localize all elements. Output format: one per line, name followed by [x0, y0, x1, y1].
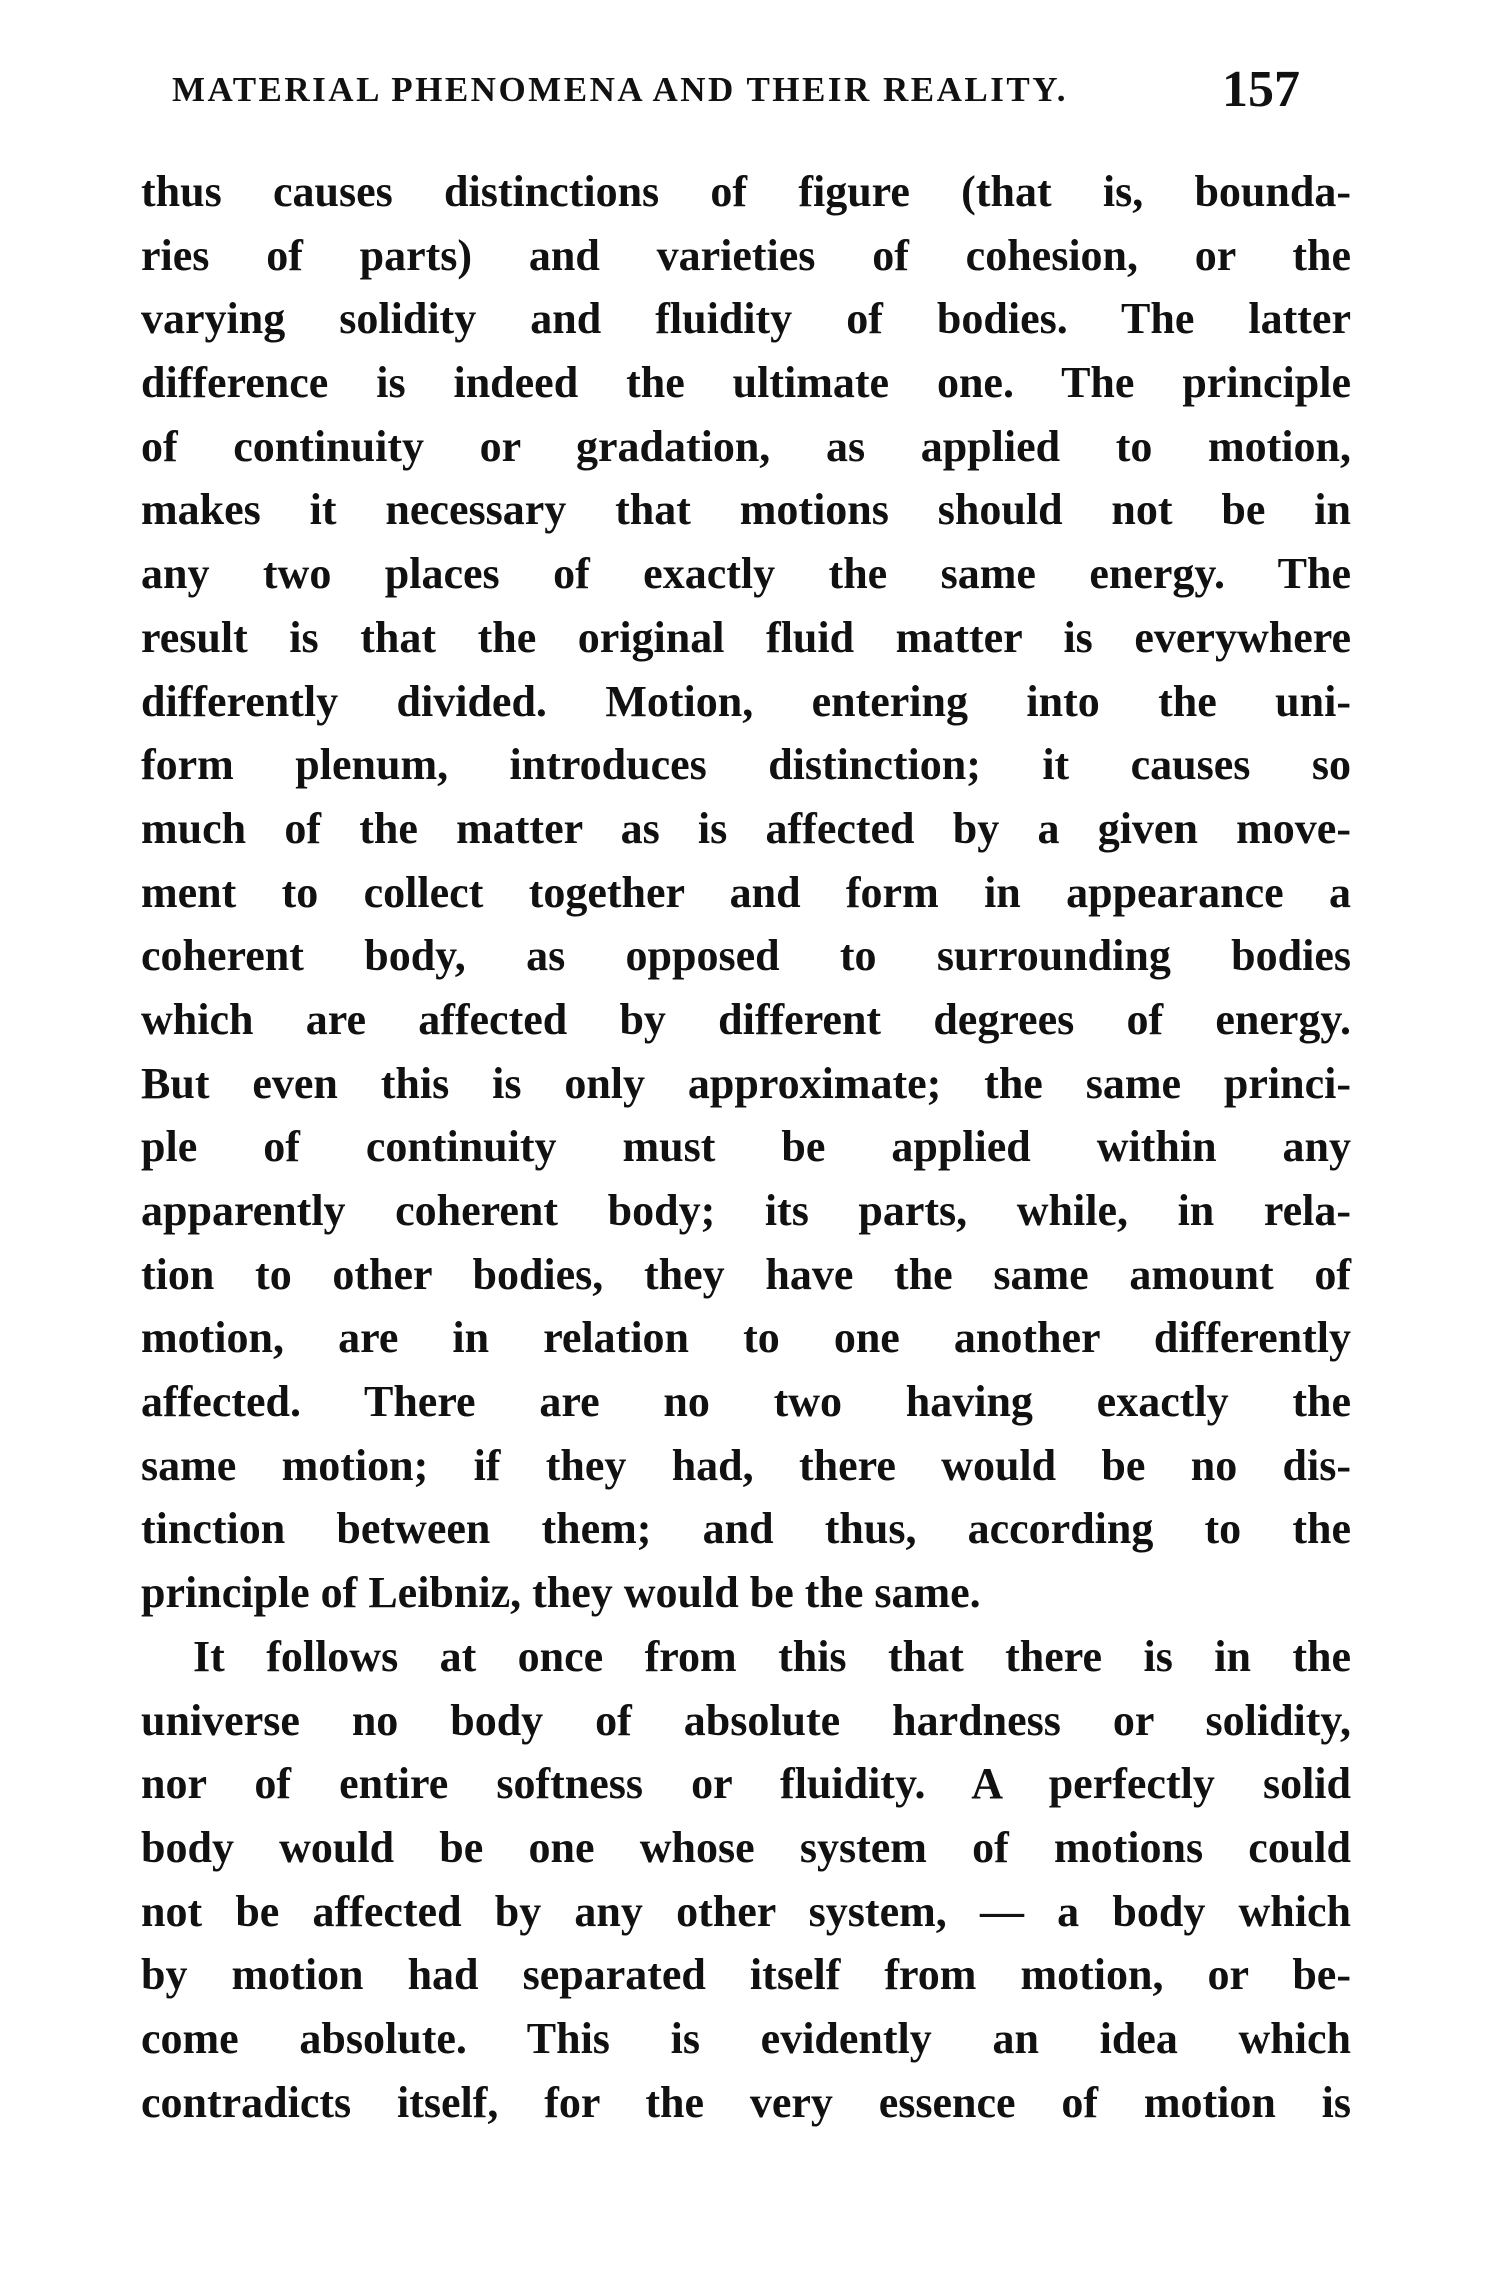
text-line: ries of parts) and varieties of cohesion, or the	[141, 230, 1351, 280]
text-line: same motion; if they had, there would be no dis-	[141, 1440, 1351, 1490]
text-line: principle of Leibniz, they would be the same.	[141, 1568, 981, 1618]
text-line: tinction between them; and thus, according to the	[141, 1504, 1351, 1554]
text-line: ment to collect together and form in appearance a	[141, 867, 1351, 917]
text-line: by motion had separated itself from motion, or be-	[141, 1950, 1351, 2000]
text-line: universe no body of absolute hardness or solidity,	[141, 1695, 1351, 1745]
text-line: affected. There are no two having exactly the	[141, 1377, 1351, 1427]
text-line: body would be one whose system of motions could	[141, 1822, 1351, 1872]
text-line: makes it necessary that motions should not be in	[141, 485, 1351, 535]
text-line: of continuity or gradation, as applied to motion,	[141, 421, 1351, 471]
text-line: result is that the original fluid matter is everywhere	[141, 612, 1351, 662]
text-line: tion to other bodies, they have the same amount of	[141, 1249, 1351, 1299]
text-line: But even this is only approximate; the same princi-	[141, 1058, 1351, 1108]
page-header	[172, 60, 1322, 120]
text-line: thus causes distinctions of figure (that is, bounda-	[141, 167, 1351, 216]
page-number: 157	[1222, 61, 1300, 118]
text-line: motion, are in relation to one another differently	[141, 1313, 1351, 1363]
text-line: much of the matter as is affected by a given move-	[141, 803, 1351, 853]
text-line: which are affected by different degrees of energy.	[141, 994, 1351, 1044]
text-line: difference is indeed the ultimate one. The principle	[141, 358, 1351, 408]
text-line: any two places of exactly the same energy. The	[141, 549, 1351, 599]
text-line: differently divided. Motion, entering into the uni-	[141, 676, 1351, 726]
text-line: coherent body, as opposed to surrounding bodies	[141, 931, 1351, 981]
running-head: MATERIAL PHENOMENA AND THEIR REALITY.	[172, 70, 1069, 109]
text-line: varying solidity and fluidity of bodies. The latter	[141, 294, 1351, 344]
text-line: It follows at once from this that there is in the	[193, 1631, 1351, 1681]
paragraph	[141, 1625, 1351, 2135]
text-line: apparently coherent body; its parts, while, in rela-	[141, 1186, 1351, 1235]
text-line: contradicts itself, for the very essence of motion is	[141, 2077, 1351, 2127]
text-line: ple of continuity must be applied within any	[141, 1122, 1351, 1172]
text-line: come absolute. This is evidently an idea which	[141, 2013, 1351, 2063]
text-line: not be affected by any other system, — a body which	[141, 1886, 1351, 1936]
text-line: form plenum, introduces distinction; it causes so	[141, 740, 1351, 790]
body-text	[141, 160, 1351, 2134]
paragraph	[141, 160, 1351, 1625]
text-line: nor of entire softness or fluidity. A perfectly solid	[141, 1759, 1351, 1809]
